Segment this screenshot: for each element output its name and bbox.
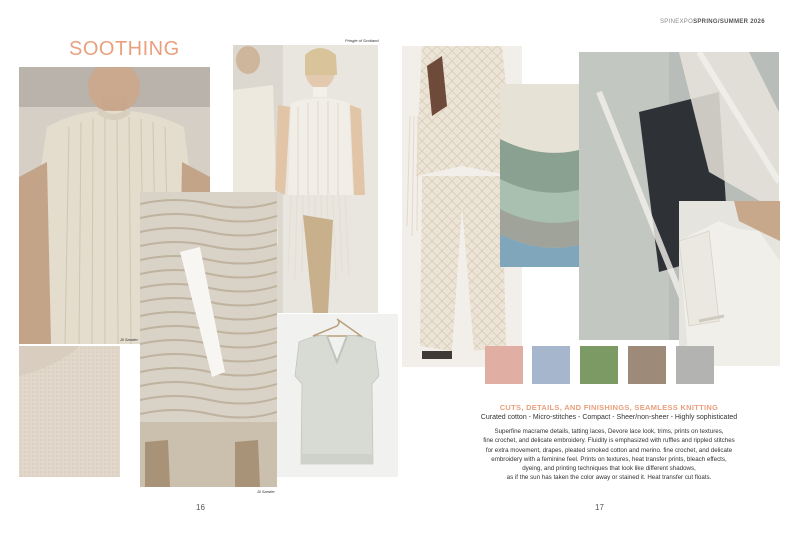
season-label: SPRING/SUMMER 2026: [693, 19, 765, 25]
photo-ruffled-skirt: [140, 192, 277, 487]
keywords-line: Curated cotton - Micro-stitches - Compact - Sheer/non-sheer - Highly sophisticated: [480, 414, 738, 421]
photo-grey-vest-hanger: [277, 314, 398, 477]
body-line: fine crochet, and delicate embroidery. Fluidity is emphasized with ruffles and rippled stitches: [483, 437, 735, 445]
color-swatch-2: [532, 346, 570, 384]
photo-white-tee: [679, 201, 780, 366]
body-line: embroidery with a feminine feel. Prints on textures, heat transfer prints, bleach effects,: [491, 455, 727, 463]
body-line: dyeing, and printing techniques that look like different shadows,: [522, 465, 696, 473]
section-title: CUTS, DETAILS, AND FINISHINGS, SEAMLESS KNITTING: [499, 403, 719, 412]
color-swatch-4: [628, 346, 666, 384]
season-header: [660, 19, 765, 25]
page-number-left: 16: [196, 503, 205, 512]
photo-knit-texture: [19, 346, 120, 477]
body-line: Superfine macrame details, tatting laces, Devore lace look, trims, prints on textures,: [494, 428, 724, 435]
credit-jil-sander-2: Jil Sander: [257, 489, 275, 494]
body-line: for extra movement, drapes, pleated smoked cotton and merino. fine crochet, and delicate: [485, 446, 733, 454]
color-swatch-5: [676, 346, 714, 384]
brand-name: SPINEXPO: [660, 19, 694, 25]
body-paragraph: [455, 427, 763, 483]
page-title: SOOTHING: [69, 38, 180, 60]
credit-pringle: Pringle of Scotland: [345, 38, 379, 43]
color-swatch-3: [580, 346, 618, 384]
credit-jil-sander-1: Jil Sander: [120, 337, 138, 342]
page-number-right: 17: [595, 503, 604, 512]
body-line: as if the sun has taken the color away or stained it. Heat transfer cut floats.: [506, 474, 712, 482]
color-swatch-1: [485, 346, 523, 384]
